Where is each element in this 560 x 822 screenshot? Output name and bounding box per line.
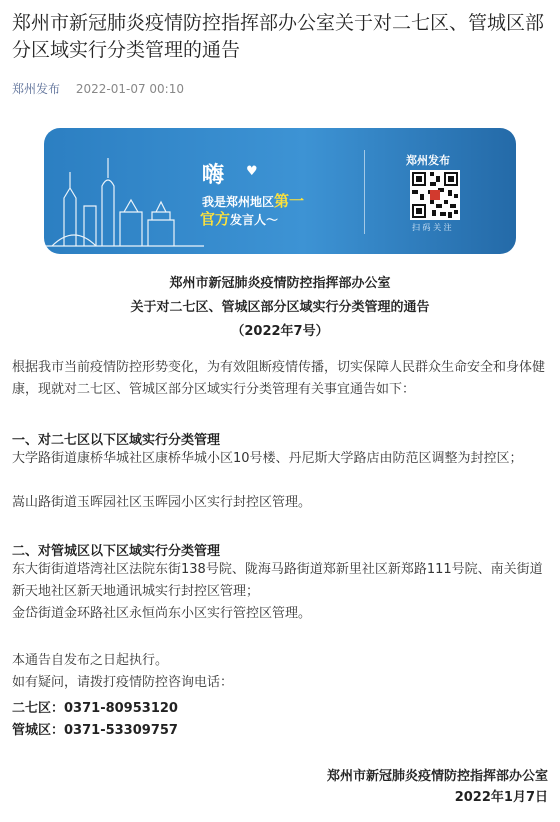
- notice-number: （2022年7号）: [231, 324, 329, 339]
- phone-guancheng: 管城区：0371-53309757: [12, 723, 178, 738]
- banner-tagline-2: 官方发言人～: [200, 210, 279, 228]
- notice-issuer: 郑州市新冠肺炎疫情防控指挥部办公室: [169, 276, 391, 291]
- scan-to-follow-text: 扫 码 关 注: [412, 223, 452, 232]
- effective-statement: 本通告自发布之日起执行。: [12, 653, 169, 668]
- qr-code-icon[interactable]: [410, 170, 460, 220]
- promo-banner: [44, 128, 516, 254]
- publish-datetime: 2022-01-07 00:10: [75, 82, 184, 96]
- notice-subject: 关于对二七区、管城区部分区域实行分类管理的通告: [130, 300, 430, 315]
- section-2-heading: 二、对管城区以下区域实行分类管理: [12, 544, 221, 559]
- article-meta: [12, 80, 184, 97]
- city-skyline-illustration: [44, 128, 204, 254]
- section-2-item-1: 东大街街道塔湾社区法院东街138号院、陇海马路街道郑新里社区新郑路111号院、南关街道新天地社区新天地通讯城实行封控区管理；: [12, 562, 543, 599]
- qr-block: [406, 152, 466, 232]
- article-title: 郑州市新冠肺炎疫情防控指挥部办公室关于对二七区、管城区部分区域实行分类管理的通告: [12, 12, 545, 61]
- source-account-link[interactable]: 郑州发布: [12, 82, 61, 96]
- banner-tagline-1: 我是郑州地区第一: [202, 192, 305, 210]
- banner-divider: [364, 150, 365, 234]
- brand-logo: 郑州发布: [406, 154, 450, 167]
- consult-statement: 如有疑问，请拨打疫情防控咨询电话：: [12, 675, 234, 690]
- section-1-heading: 一、对二七区以下区域实行分类管理: [12, 433, 221, 448]
- phone-number-link[interactable]: 0371-80953120: [64, 701, 178, 716]
- signature-issuer: 郑州市新冠肺炎疫情防控指挥部办公室: [326, 769, 548, 784]
- phone-erqi: 二七区：0371-80953120: [12, 701, 178, 716]
- section-2-item-2: 金岱街道金环路社区永恒尚东小区实行管控区管理。: [12, 606, 312, 621]
- notice-intro: 根据我市当前疫情防控形势变化，为有效阻断疫情传播，切实保障人民群众生命安全和身体健康，现就对二七区、管城区部分区域实行分类管理有关事宜通告如下：: [12, 360, 546, 397]
- phone-number-link[interactable]: 0371-53309757: [64, 723, 178, 738]
- section-1-item-2: 嵩山路街道玉晖园社区玉晖园小区实行封控区管理。: [12, 495, 312, 510]
- heart-icon: ♥: [246, 164, 258, 179]
- banner-greeting: 嗨: [202, 163, 225, 188]
- section-1-item-1: 大学路街道康桥华城社区康桥华城小区10号楼、丹尼斯大学路店由防范区调整为封控区；: [12, 451, 523, 466]
- signature-date: 2022年1月7日: [454, 790, 548, 805]
